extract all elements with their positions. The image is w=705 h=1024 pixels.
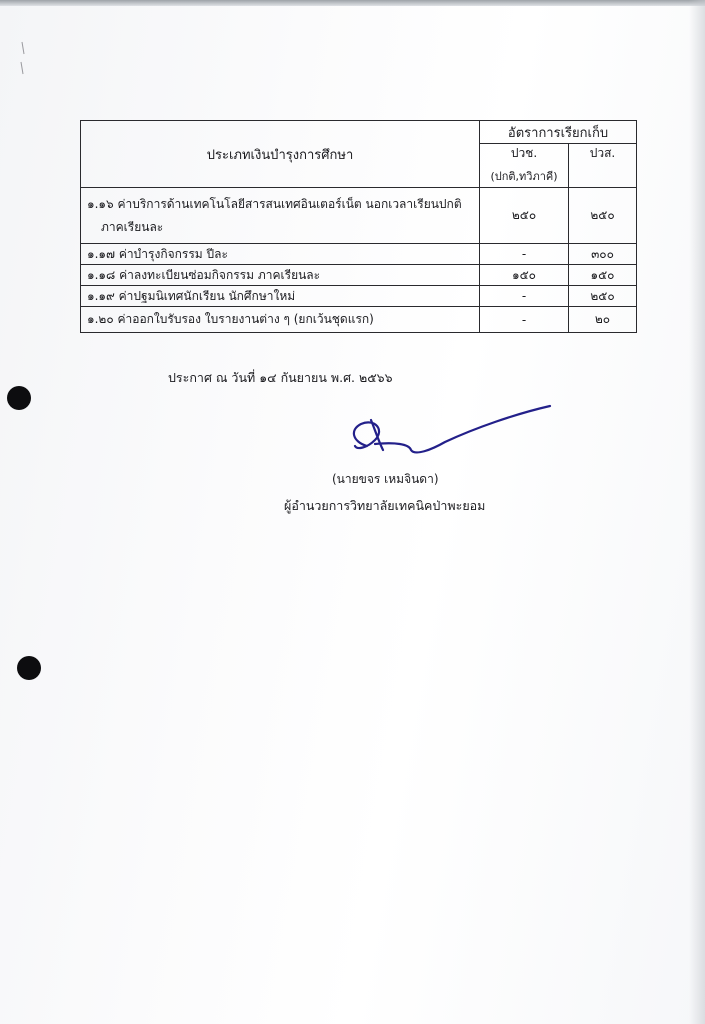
row-item-text: ๑.๒๐ ค่าออกใบรับรอง ใบรายงานต่าง ๆ (ยกเว้นชุดแรก) bbox=[81, 307, 480, 333]
row-pvs-value: ๓๐๐ bbox=[569, 244, 637, 265]
punch-hole-icon bbox=[17, 656, 41, 680]
col-pvc-header bbox=[480, 144, 569, 188]
col-rate-header: อัตราการเรียกเก็บ bbox=[480, 121, 637, 144]
col-type-header: ประเภทเงินบำรุงการศึกษา bbox=[81, 121, 480, 188]
announcement-date: ประกาศ ณ วันที่ ๑๔ กันยายน พ.ศ. ๒๕๖๖ bbox=[168, 370, 393, 385]
row-pvs-value: ๒๕๐ bbox=[569, 188, 637, 244]
paper-right-shadow bbox=[689, 0, 705, 1024]
row-item bbox=[81, 188, 480, 244]
col-pvc-note: (ปกติ,ทวิภาคี) bbox=[490, 170, 558, 184]
fee-table bbox=[80, 120, 637, 333]
row-pvc-value: ๑๕๐ bbox=[480, 265, 569, 286]
table-row bbox=[81, 188, 637, 244]
row-item-text-line2: ภาคเรียนละ bbox=[101, 219, 164, 234]
signer-position: ผู้อำนวยการวิทยาลัยเทคนิคป่าพะยอม bbox=[284, 498, 486, 513]
row-pvc-value: - bbox=[480, 307, 569, 333]
table-row bbox=[81, 307, 637, 333]
paper-top-edge bbox=[0, 0, 705, 6]
row-pvc-value: - bbox=[480, 286, 569, 307]
col-pvc-label: ปวช. bbox=[510, 146, 538, 161]
table-row bbox=[81, 244, 637, 265]
row-item-text: ๑.๑๘ ค่าลงทะเบียนซ่อมกิจกรรม ภาคเรียนละ bbox=[81, 265, 480, 286]
table-row bbox=[81, 265, 637, 286]
signer-name: (นายขจร เหมจินดา) bbox=[332, 472, 439, 486]
signature-icon bbox=[345, 400, 555, 470]
punch-hole-icon bbox=[7, 386, 31, 410]
row-pvc-value: - bbox=[480, 244, 569, 265]
col-pvs-header: ปวส. bbox=[569, 144, 637, 188]
row-item-text: ๑.๑๙ ค่าปฐมนิเทศนักเรียน นักศึกษาใหม่ bbox=[81, 286, 480, 307]
row-pvc-value: ๒๕๐ bbox=[480, 188, 569, 244]
row-pvs-value: ๒๐ bbox=[569, 307, 637, 333]
pencil-mark-icon bbox=[16, 40, 28, 80]
row-item-text: ๑.๑๗ ค่าบำรุงกิจกรรม ปีละ bbox=[81, 244, 480, 265]
table-header-row bbox=[81, 121, 637, 144]
row-item-text: ๑.๑๖ ค่าบริการด้านเทคโนโลยีสารสนเทศอินเตอร์เน็ต นอกเวลาเรียนปกติ bbox=[87, 196, 462, 211]
row-pvs-value: ๑๕๐ bbox=[569, 265, 637, 286]
table-row bbox=[81, 286, 637, 307]
row-pvs-value: ๒๕๐ bbox=[569, 286, 637, 307]
